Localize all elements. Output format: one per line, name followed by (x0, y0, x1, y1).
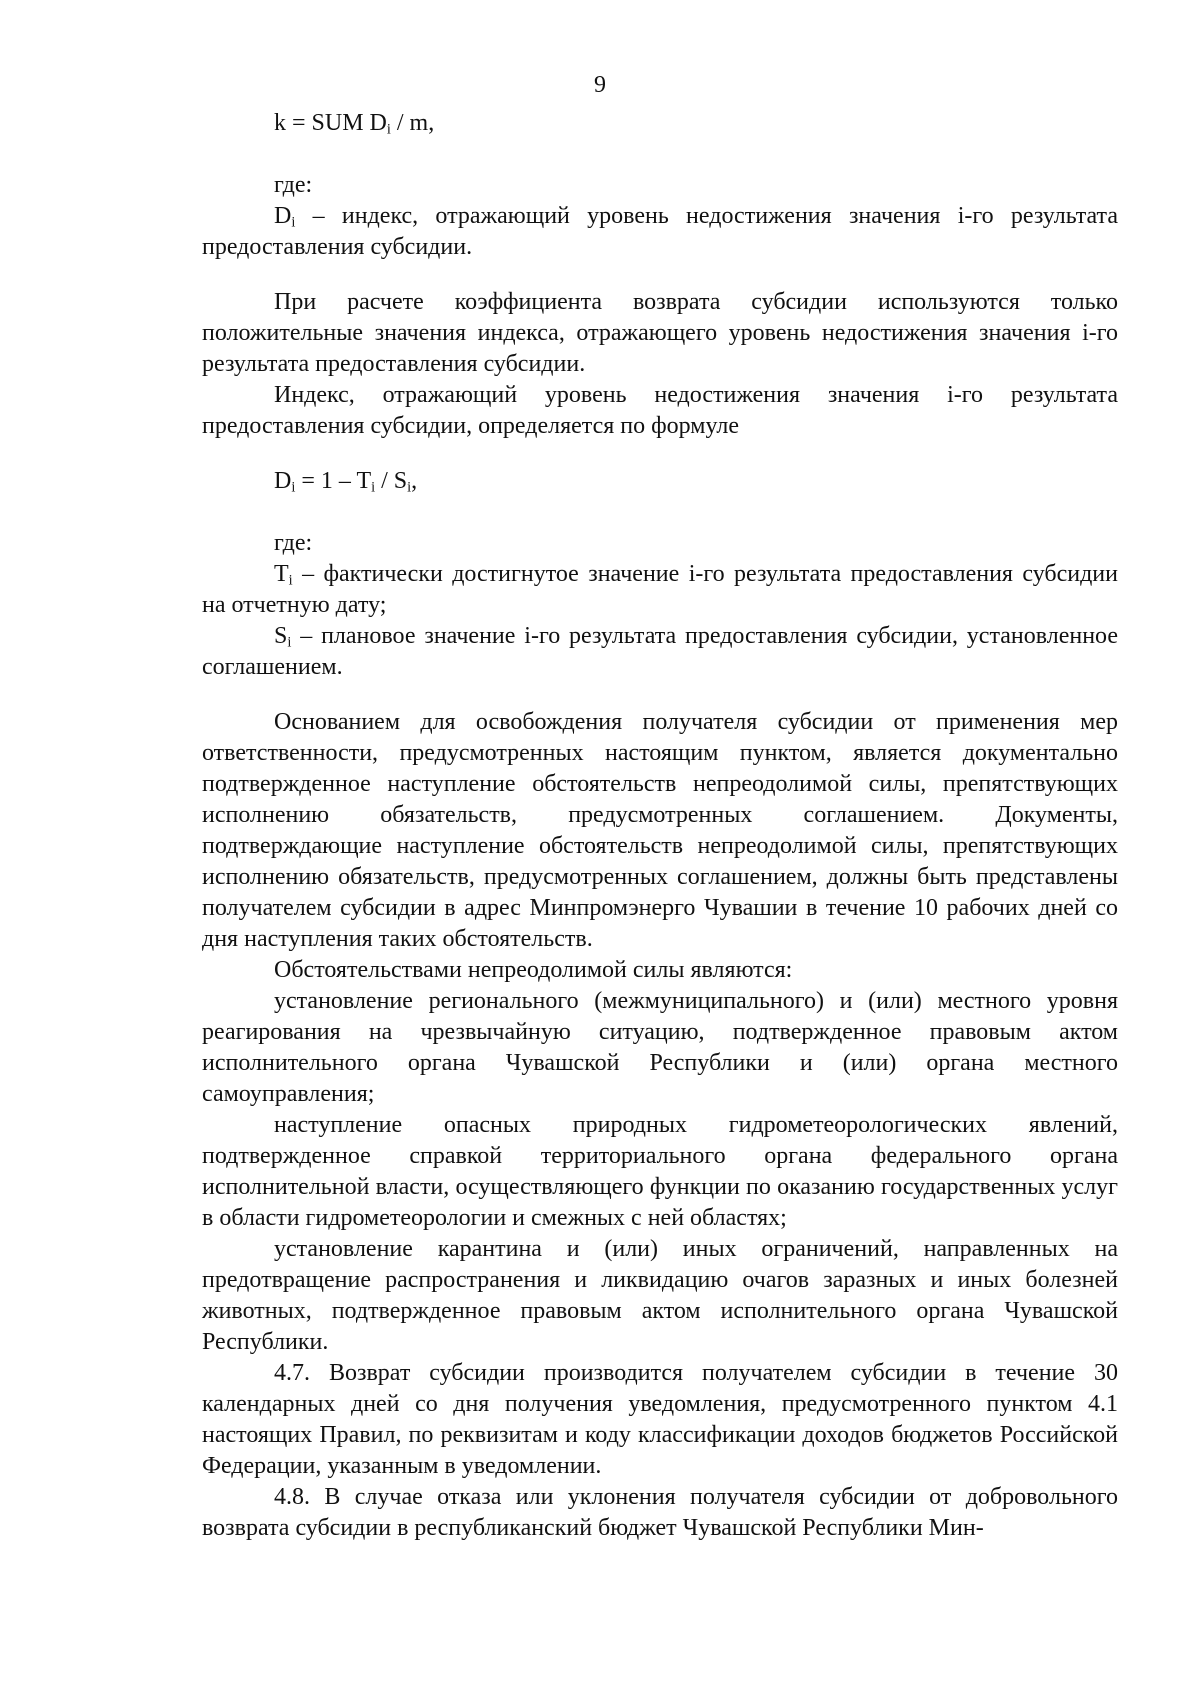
paragraph-4-7: 4.7. Возврат субсидии производится получателем субсидии в течение 30 календарных дней со дня получения уведомления, предусмотренного пунктом 4.1 настоящих Правил, по реквизитам и коду классификации доходов бюджетов Российской Федерации, указанным в уведомлении. (202, 1360, 1118, 1479)
definition-ti: $T_i$ – фактически достигнутое значение i-го результата предоставления субсидии на отчетную дату; (202, 561, 1118, 618)
list-item-emergency: установление регионального (межмуниципального) и (или) местного уровня реагирования на чрезвычайную ситуацию, подтвержденное правовым актом исполнительного органа Чувашской Республики и (или) органа местного самоуправления; (202, 988, 1118, 1107)
paragraph-positive-values: При расчете коэффициента возврата субсидии используются только положительные значения индекса, отражающего уровень недостижения значения i-го результата предоставления субсидии. (202, 289, 1118, 377)
where-label-2: где: (274, 530, 313, 556)
paragraph-basis-release: Основанием для освобождения получателя субсидии от применения мер ответственности, предусмотренных настоящим пунктом, является документально подтвержденное наступление обстоятельств непреодолимой силы, препятствующих исполнению обязательств, предусмотренных соглашением. Документы, подтверждающие наступление обстоятельств непреодолимой силы, препятствующих исполнению обязательств, предусмотренных соглашением, должны быть представлены получателем субсидии в адрес Минпромэнерго Чувашии в течение 10 рабочих дней со дня наступления таких обстоятельств. (202, 709, 1118, 952)
list-item-quarantine: установление карантина и (или) иных ограничений, направленных на предотвращение распространения и ликвидацию очагов заразных и иных болезней животных, подтвержденное правовым актом исполнительного органа Чувашской Республики. (202, 1236, 1118, 1355)
definition-si: $S_i$ – плановое значение i-го результата предоставления субсидии, установленное соглашением. (202, 623, 1118, 680)
document-body (202, 108, 1118, 1544)
paragraph-force-majeure: Обстоятельствами непреодолимой силы являются: (274, 957, 793, 983)
paragraph-index-formula: Индекс, отражающий уровень недостижения значения i-го результата предоставления субсидии, определяется по формуле (202, 382, 1118, 439)
formula-d: $D_i = 1 - T_i / S_i$, (274, 468, 418, 496)
definition-di: $D_i$ – индекс, отражающий уровень недостижения значения i-го результата предоставления субсидии. (202, 203, 1118, 260)
where-label-1: где: (274, 172, 313, 198)
page-number: 9 (594, 72, 606, 98)
paragraph-4-8: 4.8. В случае отказа или уклонения получателя субсидии от добровольного возврата субсидии в республиканский бюджет Чувашской Республики Мин- (202, 1484, 1118, 1541)
list-item-hydrometeorology: наступление опасных природных гидрометеорологических явлений, подтвержденное справкой территориального органа федерального органа исполнительной власти, осуществляющего функции по оказанию государственных услуг в области гидрометеорологии и смежных с ней областях; (202, 1112, 1118, 1231)
formula-k: k = SUM $D_i$ / m, (274, 110, 435, 138)
